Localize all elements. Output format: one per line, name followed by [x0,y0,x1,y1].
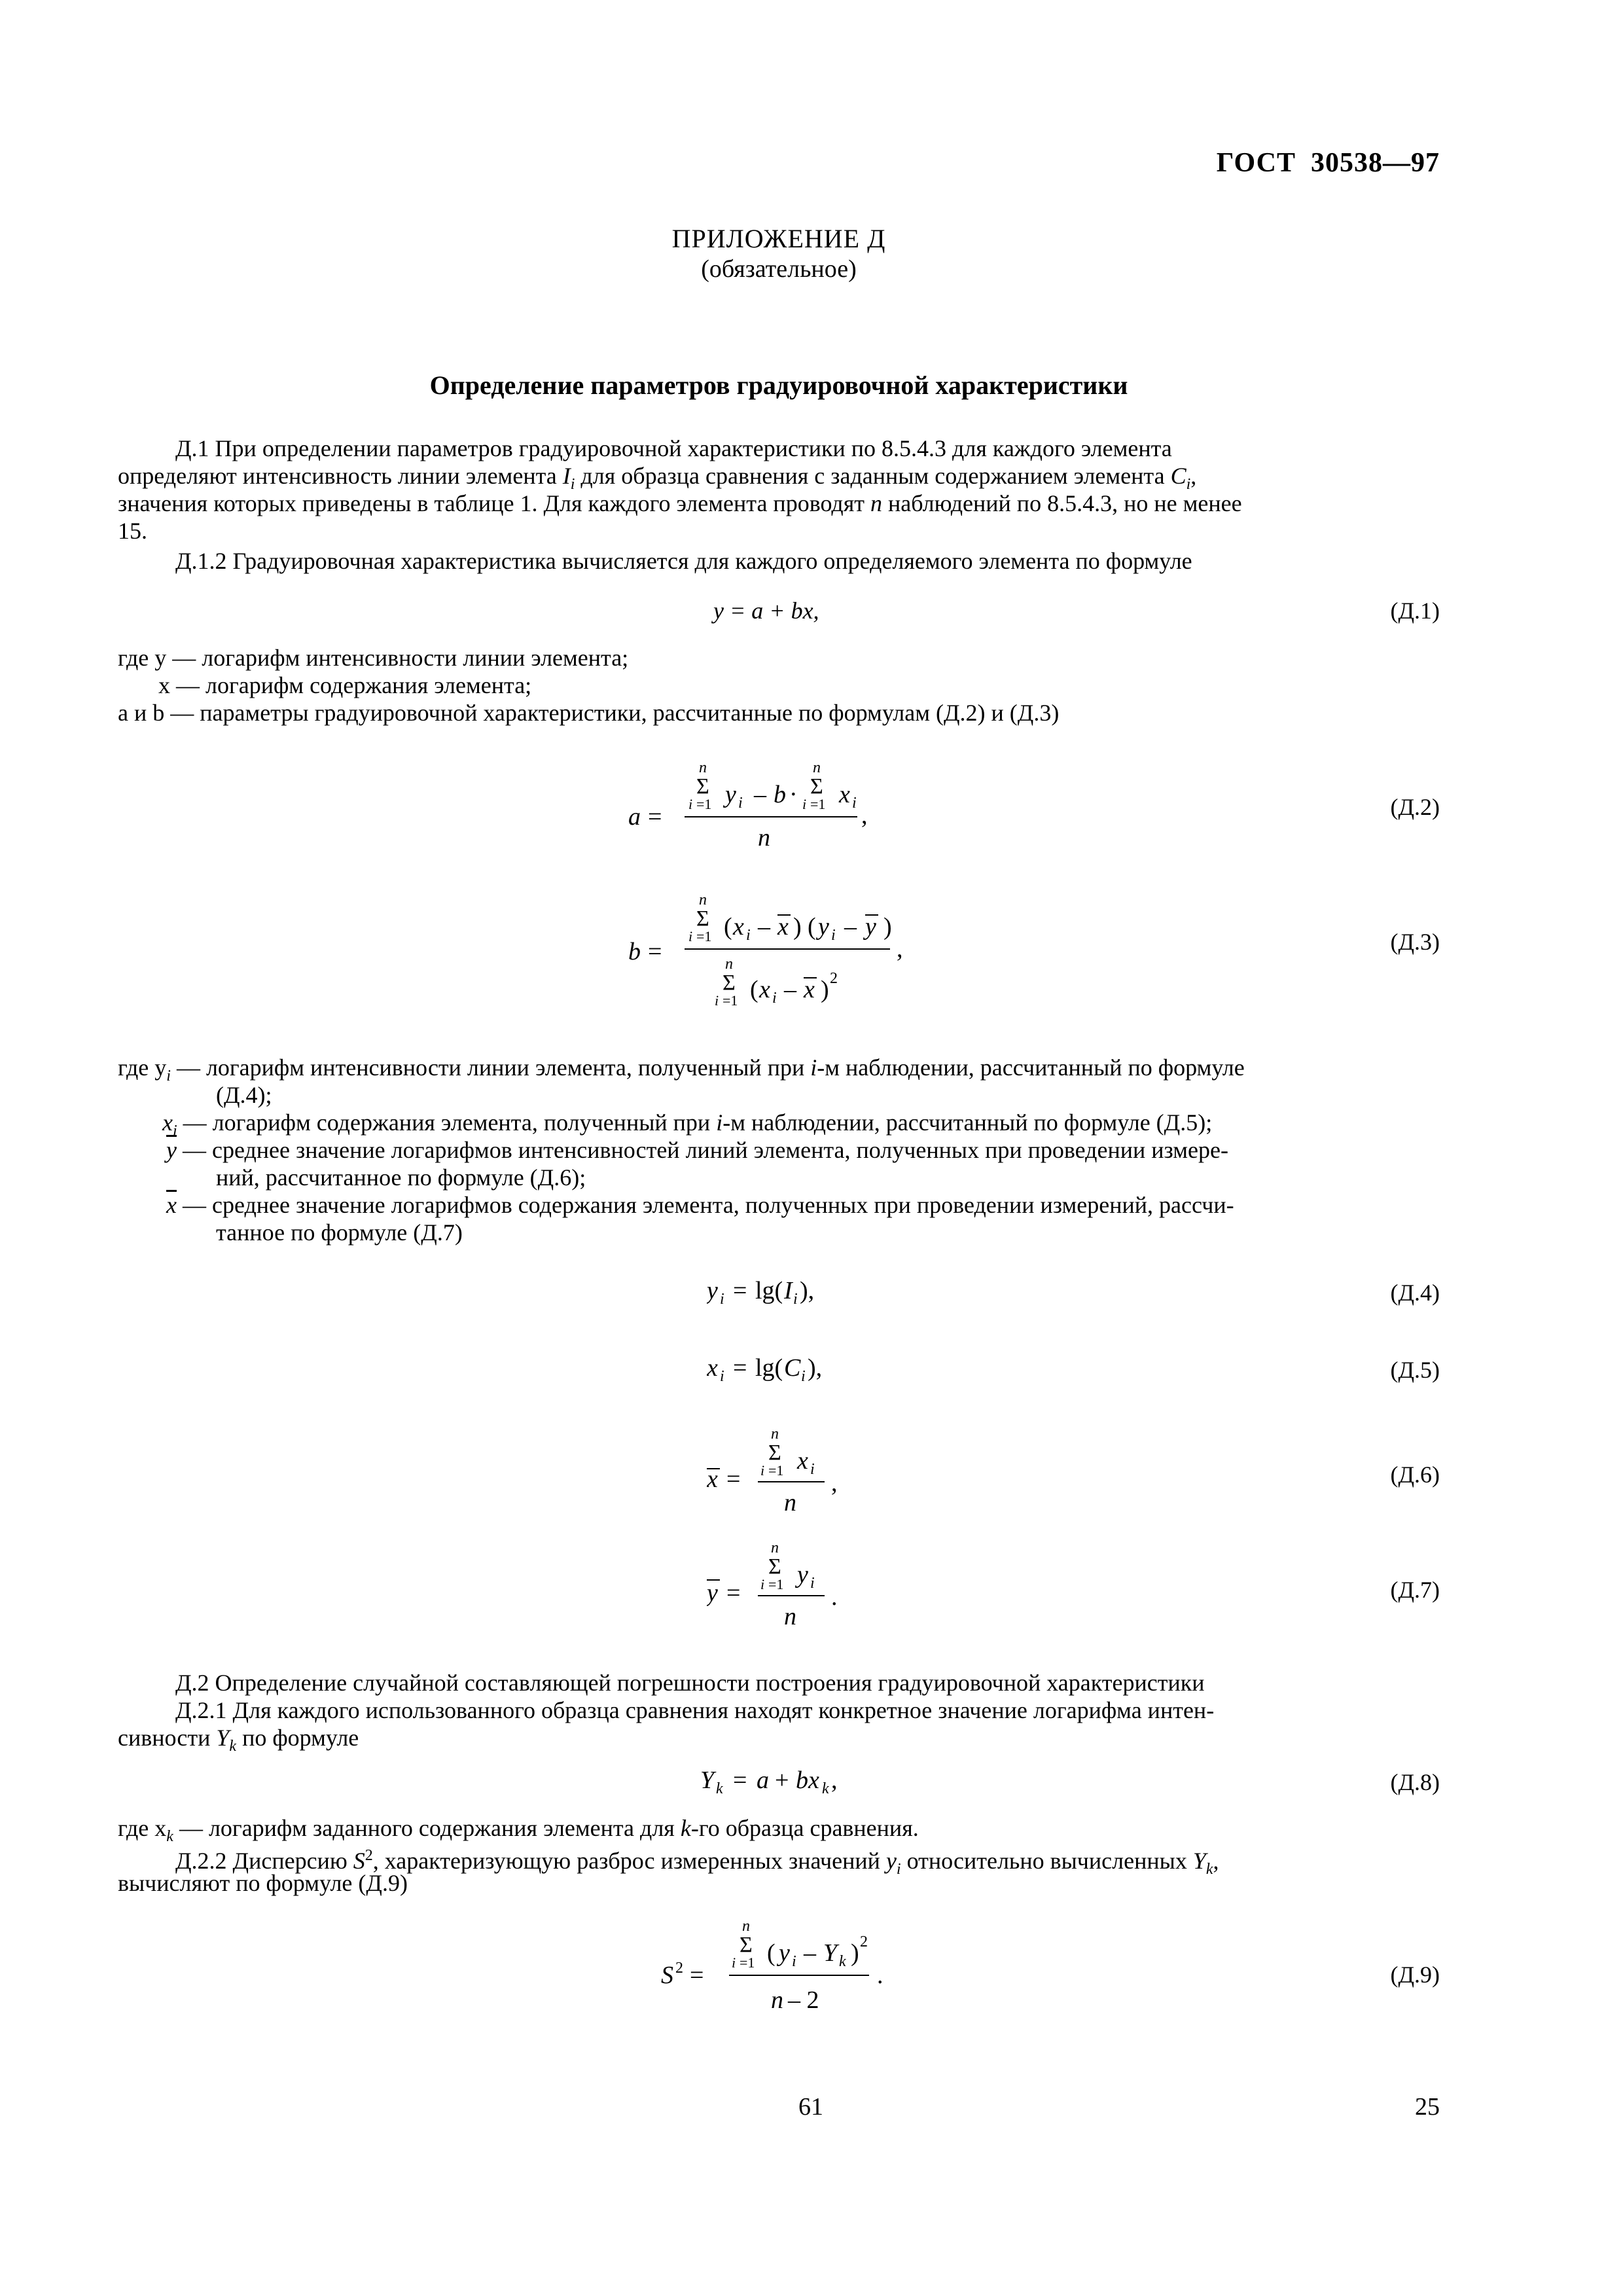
def-xk: где $x_k$ — логарифм заданного содержания элемента для k-го образца сравнения. [118,1815,919,1846]
svg-text:i: i [810,1461,815,1478]
svg-text:+: + [775,1767,789,1794]
def-xbar-cont: танное по формуле (Д.7) [216,1219,463,1246]
def-xi: $x_i$ — логарифм содержания элемента, полученный при i-м наблюдении, рассчитанный по формуле (Д.5); [162,1109,1213,1140]
svg-text:i: i [793,1291,798,1308]
svg-text:x: x [707,1354,718,1382]
def-xbar: $\overline{x}$ — среднее значение логарифмов содержания элемента, полученных при проведении измерений, рассчи- [166,1192,1234,1218]
svg-text:(: ( [808,913,816,941]
svg-text:Σ: Σ [696,774,709,798]
svg-text:(: ( [767,1939,776,1967]
svg-text:x: x [839,781,850,808]
svg-text:a: a [628,803,641,831]
svg-text:–: – [784,976,796,1003]
svg-text:i: i [760,1576,765,1592]
def-x: x — логарифм содержания элемента; [158,672,532,698]
equation-number-d9: (Д.9) [1390,1962,1440,1988]
svg-text:a: a [757,1767,769,1794]
svg-text:),: ), [800,1277,815,1304]
svg-text:Σ: Σ [722,971,736,995]
svg-text:,: , [897,935,903,963]
page-number-center: 61 [798,2093,823,2121]
svg-text:n: n [813,759,821,776]
equation-number-d1: (Д.1) [1390,598,1440,624]
equation-number-d8: (Д.8) [1390,1769,1440,1795]
svg-text:i: i [802,796,807,812]
svg-text:i: i [772,990,777,1007]
svg-text:i: i [738,795,743,812]
svg-text:=: = [733,1277,747,1304]
document-page [118,0,1440,2296]
def-yi-cont: (Д.4); [216,1082,272,1108]
svg-text:x: x [733,913,744,941]
svg-text:=1: =1 [768,1576,784,1592]
svg-text:i: i [715,992,719,1009]
def-ybar: $\overline{y}$ — среднее значение логарифмов интенсивностей линий элемента, полученных при проведении измере- [166,1137,1228,1163]
svg-text:–: – [754,781,766,808]
svg-text:=: = [733,1354,747,1382]
equation-number-d3: (Д.3) [1390,929,1440,955]
svg-text:n: n [725,956,733,973]
para-d1-line4: 15. [118,518,147,544]
svg-text:=: = [733,1767,747,1794]
svg-text:=1: =1 [696,796,712,812]
equation-d1: y = a + bx, [713,598,819,624]
svg-text:(: ( [750,976,758,1003]
svg-text:i: i [688,796,693,812]
svg-text:i: i [746,927,751,944]
svg-text:=1: =1 [768,1462,784,1479]
svg-text:i: i [801,1368,806,1385]
equation-number-d6: (Д.6) [1390,1462,1440,1488]
svg-text:x: x [777,913,789,941]
svg-text:I: I [784,1277,793,1304]
svg-text:n: n [699,759,707,776]
svg-text:y: y [797,1561,808,1588]
appendix-title: ПРИЛОЖЕНИЕ Д [671,224,886,253]
svg-text:lg(: lg( [755,1354,783,1382]
svg-text:n: n [758,824,770,852]
svg-text:,: , [831,1767,838,1794]
svg-text:i: i [760,1462,765,1479]
svg-text:–: – [758,913,770,941]
svg-text:i: i [688,928,693,944]
para-d22-line2: вычисляют по формуле (Д.9) [118,1870,408,1896]
svg-text:y: y [725,781,736,808]
para-d12: Д.1.2 Градуировочная характеристика вычисляется для каждого определяемого элемента по формуле [175,548,1192,574]
svg-text:,: , [831,1469,838,1497]
svg-text:x: x [759,976,770,1003]
equation-number-d4: (Д.4) [1390,1280,1440,1306]
appendix-subtitle: (обязательное) [701,255,857,283]
svg-text:n: n [771,1426,779,1443]
para-d22-line1: Д.2.2 Дисперсию $S^2$, характеризующую разброс измеренных значений $y_i$ относительно вычисленных $Y_k$, [175,1847,1219,1878]
svg-text:x: x [797,1447,808,1475]
svg-text:=: = [690,1962,704,1989]
svg-text:Σ: Σ [810,774,823,798]
svg-text:Σ: Σ [768,1554,781,1579]
svg-text:.: . [877,1962,883,1989]
svg-text:.: . [831,1583,838,1611]
para-d1-line2: определяют интенсивность линии элемента $I_i$ для образца сравнения с заданным содержанием элемента $C_i$, [118,463,1197,493]
svg-text:=1: =1 [740,1954,755,1971]
para-d1-line3: значения которых приведены в таблице 1. Для каждого элемента проводят n наблюдений по 8.5.4.3, но не менее [118,490,1242,516]
svg-text:=: = [648,938,662,965]
equation-number-d7: (Д.7) [1390,1577,1440,1603]
para-d2: Д.2 Определение случайной составляющей погрешности построения градуировочной характеристики [175,1670,1205,1696]
svg-text:n: n [742,1918,750,1935]
svg-text:n: n [771,1986,783,2014]
para-d21-line1: Д.2.1 Для каждого использованного образца сравнения находят конкретное значение логарифма интен- [175,1697,1215,1723]
def-a-b: a и b — параметры градуировочной характеристики, рассчитанные по формулам (Д.2) и (Д.3) [118,700,1060,726]
svg-text:– 2: – 2 [788,1986,819,2014]
svg-text:y: y [707,1277,718,1304]
para-d21-line2: сивности $Y_k$ по формуле [118,1725,359,1755]
svg-text:Σ: Σ [740,1933,753,1957]
equation-number-d2: (Д.2) [1390,794,1440,820]
svg-text:–: – [844,913,857,941]
svg-text:y: y [707,1579,718,1607]
section-title: Определение параметров градуировочной характеристики [429,370,1128,400]
svg-text:n: n [784,1603,796,1630]
svg-text:=1: =1 [722,992,738,1009]
svg-text:k: k [839,1953,846,1970]
svg-text:Σ: Σ [768,1441,781,1465]
svg-text:2: 2 [860,1933,868,1950]
svg-text:Y: Y [823,1939,838,1967]
svg-text:2: 2 [675,1960,683,1977]
svg-text:),: ), [808,1354,823,1382]
svg-text:): ) [821,976,829,1003]
svg-text:=: = [726,1465,741,1493]
svg-text:): ) [793,913,802,941]
svg-text:b: b [628,938,641,965]
svg-text:y: y [779,1939,790,1967]
svg-text:=: = [726,1579,741,1607]
svg-text:,: , [861,802,868,829]
svg-text:x: x [707,1465,718,1493]
svg-text:n: n [771,1539,779,1556]
svg-text:bx: bx [796,1767,819,1794]
svg-text:y: y [865,913,876,941]
svg-text:=: = [648,803,662,831]
svg-text:x: x [804,976,815,1003]
svg-text:C: C [784,1354,801,1382]
def-ybar-cont: ний, рассчитанное по формуле (Д.6); [216,1164,586,1191]
page-number-right: 25 [1415,2093,1440,2121]
svg-text:i: i [852,795,857,812]
svg-text:=1: =1 [696,928,712,944]
svg-text:2: 2 [830,970,838,987]
svg-text:b: b [774,781,786,808]
svg-text:lg(: lg( [755,1277,783,1304]
svg-text:Σ: Σ [696,906,709,931]
svg-text:k: k [716,1780,723,1797]
svg-text:Y: Y [700,1767,715,1794]
svg-text:=1: =1 [810,796,826,812]
svg-text:·: · [789,781,798,808]
para-d1-line1: Д.1 При определении параметров градуировочной характеристики по 8.5.4.3 для каждого элемента [175,435,1172,461]
svg-text:): ) [883,913,892,941]
svg-text:i: i [720,1368,724,1385]
svg-text:i: i [732,1954,736,1971]
standard-number: ГОСТ 30538—97 [1216,148,1440,178]
svg-text:n: n [784,1489,796,1516]
svg-text:k: k [822,1780,829,1797]
svg-text:y: y [818,913,829,941]
svg-text:–: – [804,1939,816,1967]
equation-number-d5: (Д.5) [1390,1357,1440,1383]
def-y: где y — логарифм интенсивности линии элемента; [118,645,629,671]
svg-text:i: i [720,1291,724,1308]
svg-text:i: i [792,1953,796,1970]
svg-text:i: i [810,1575,815,1592]
svg-text:(: ( [724,913,732,941]
svg-text:n: n [699,891,707,908]
def-yi: где $y_i$ — логарифм интенсивности линии элемента, полученный при i-м наблюдении, рассчитанный по формуле [118,1054,1245,1085]
svg-text:i: i [831,927,836,944]
svg-text:): ) [851,1939,859,1967]
svg-text:S: S [661,1962,673,1989]
